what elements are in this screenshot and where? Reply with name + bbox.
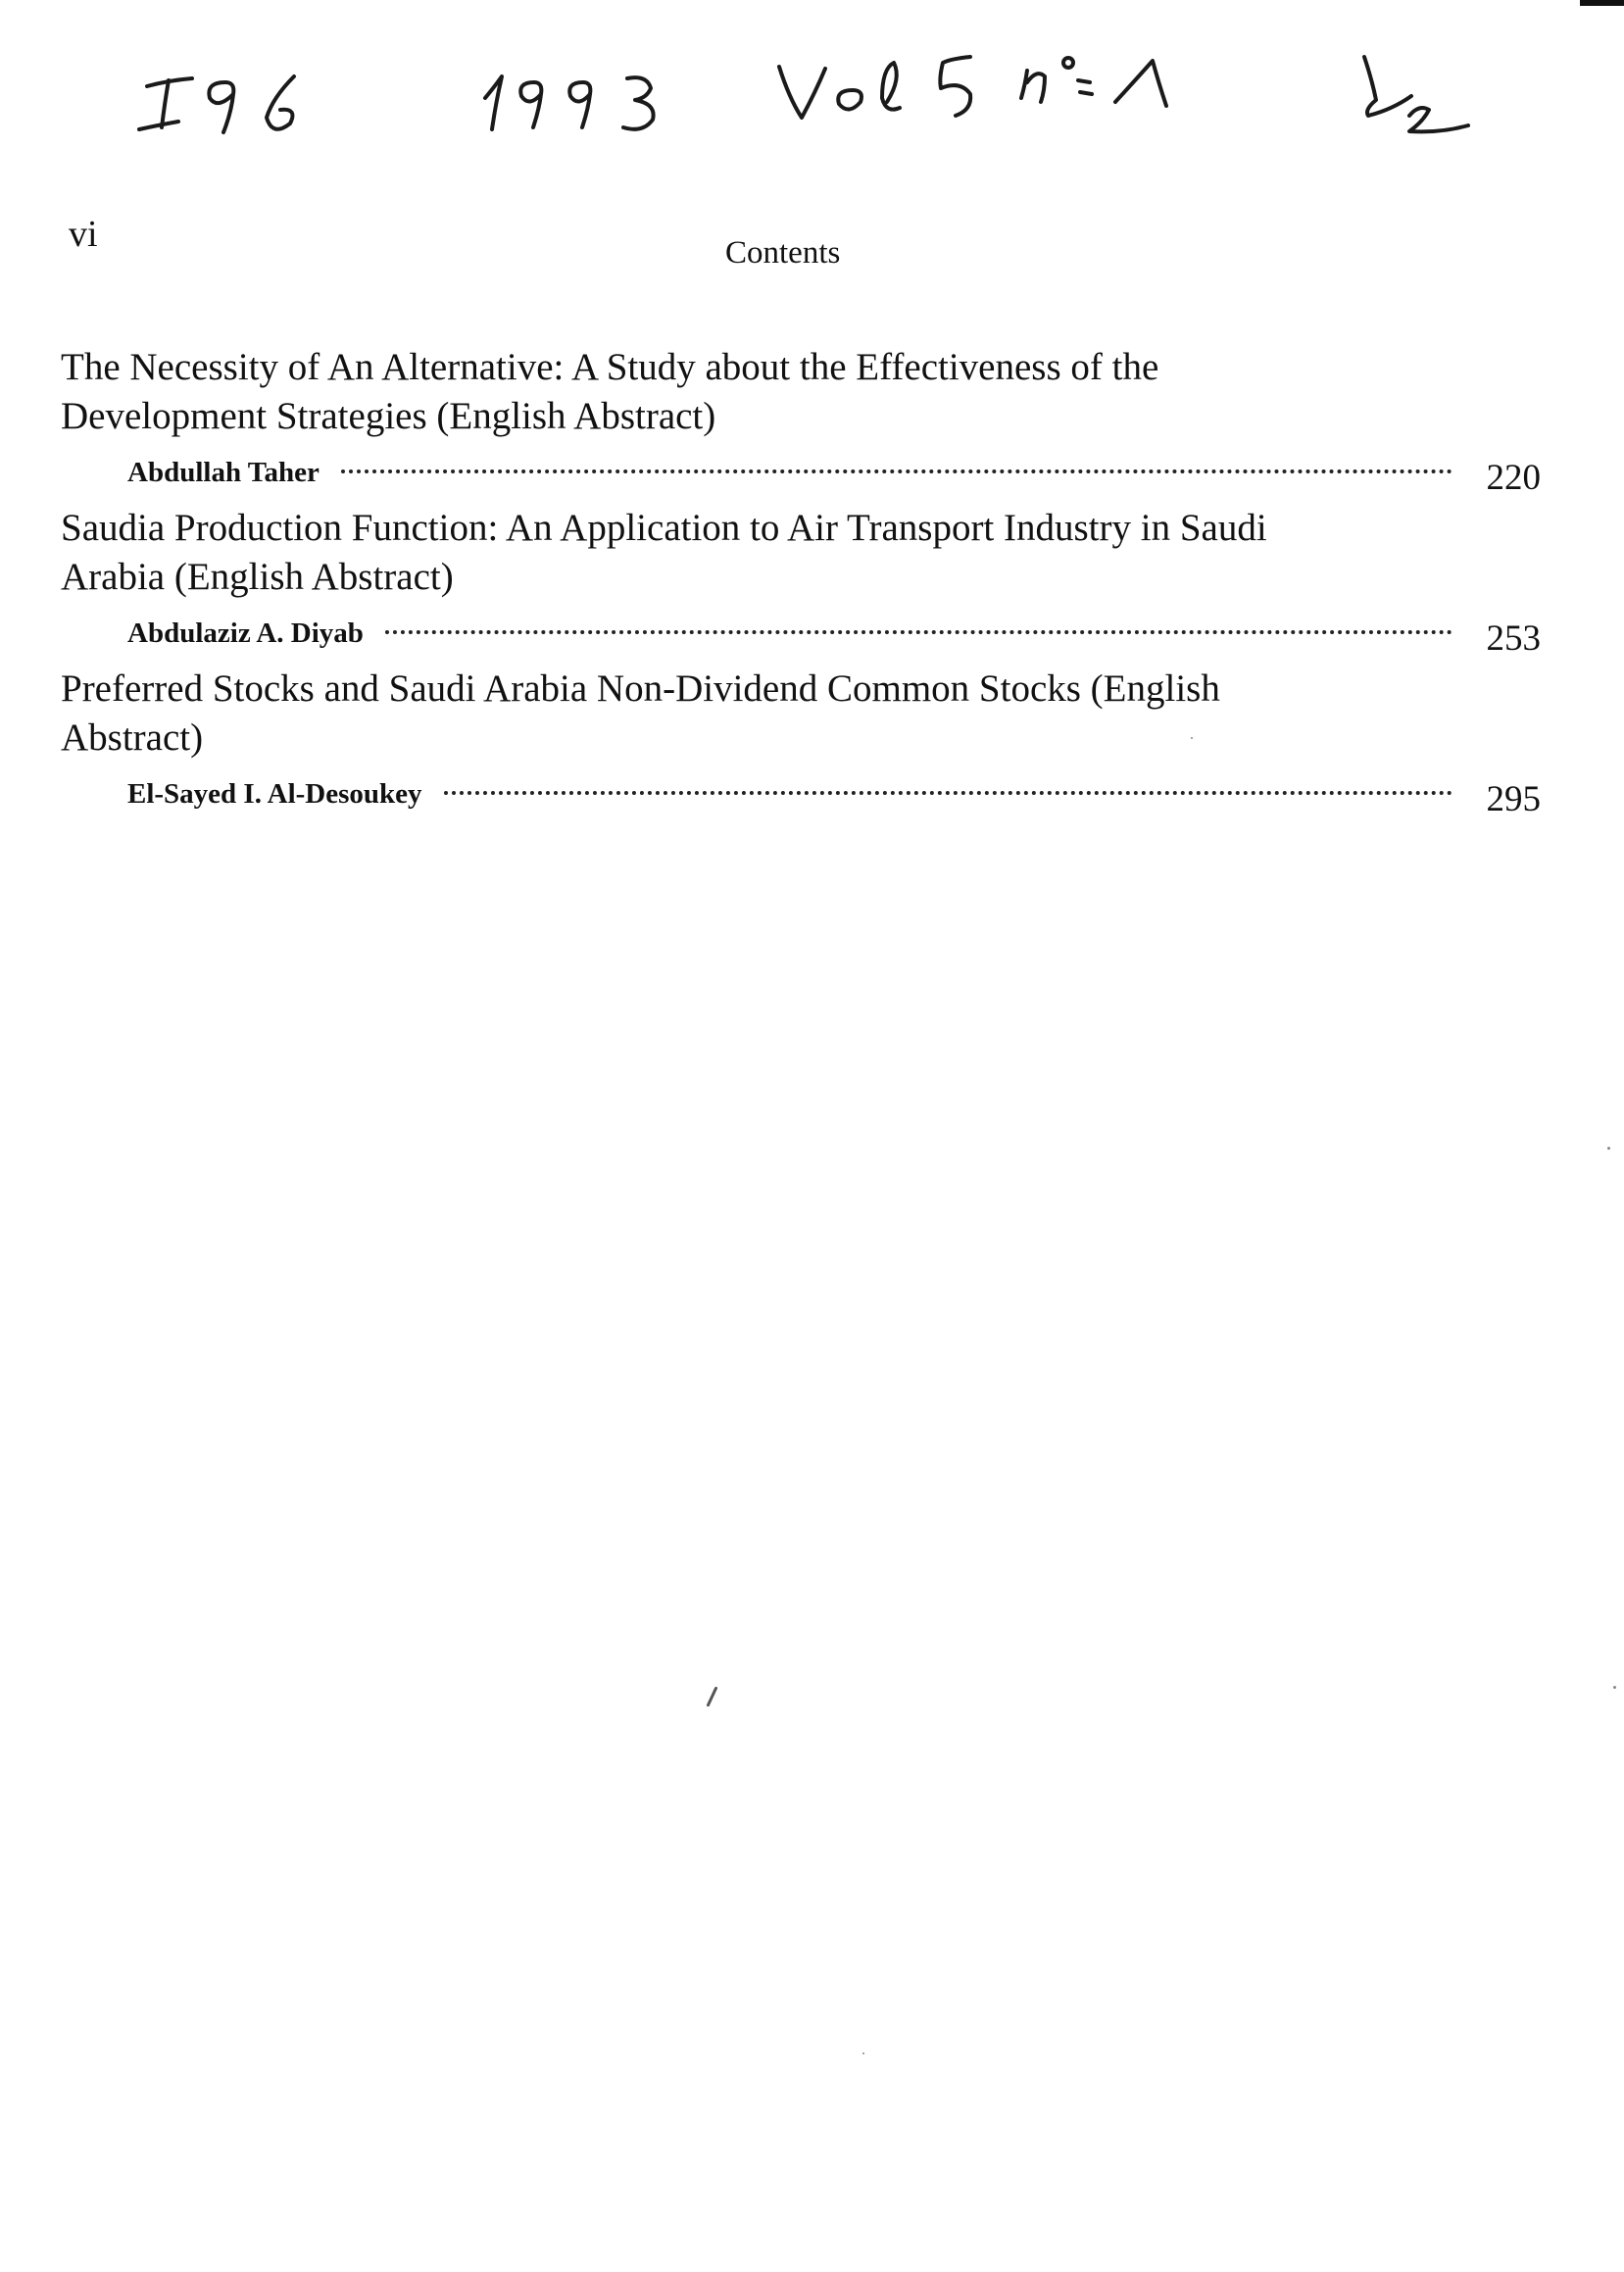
scan-speck — [1607, 1147, 1610, 1150]
scan-speck — [1191, 737, 1193, 739]
scan-speck — [706, 1686, 717, 1706]
toc-entry-author: Abdulaziz A. Diyab — [127, 617, 364, 649]
toc-entry-page: 220 — [1486, 458, 1541, 498]
toc-entry-author: Abdullah Taher — [127, 457, 320, 488]
toc-entry-title: Preferred Stocks and Saudi Arabia Non-Dividend Common Stocks (English Abstract) — [61, 667, 1220, 759]
toc-entry-author: El-Sayed I. Al-Desoukey — [127, 778, 422, 810]
toc-entry-title: The Necessity of An Alternative: A Study about the Effectiveness of the Development Strategies (English Abstract) — [61, 346, 1159, 437]
scan-speck — [1613, 1686, 1616, 1689]
toc-entry-page: 253 — [1486, 618, 1541, 659]
running-head: Contents — [725, 235, 841, 271]
toc-entry — [61, 504, 1541, 659]
dot-leader — [341, 469, 1452, 473]
scan-speck — [862, 2052, 864, 2054]
dot-leader — [444, 791, 1452, 795]
table-of-contents — [61, 343, 1541, 819]
handwritten-note — [0, 0, 1624, 196]
page-number: vi — [69, 214, 98, 255]
toc-entry — [61, 343, 1541, 498]
toc-entry-page: 295 — [1486, 779, 1541, 819]
toc-entry — [61, 665, 1541, 819]
dot-leader — [385, 630, 1452, 634]
toc-entry-author-line — [61, 443, 1541, 498]
toc-entry-author-line — [61, 604, 1541, 659]
toc-entry-author-line — [61, 765, 1541, 819]
toc-entry-title: Saudia Production Function: An Application to Air Transport Industry in Saudi Arabia (English Abstract) — [61, 507, 1267, 598]
